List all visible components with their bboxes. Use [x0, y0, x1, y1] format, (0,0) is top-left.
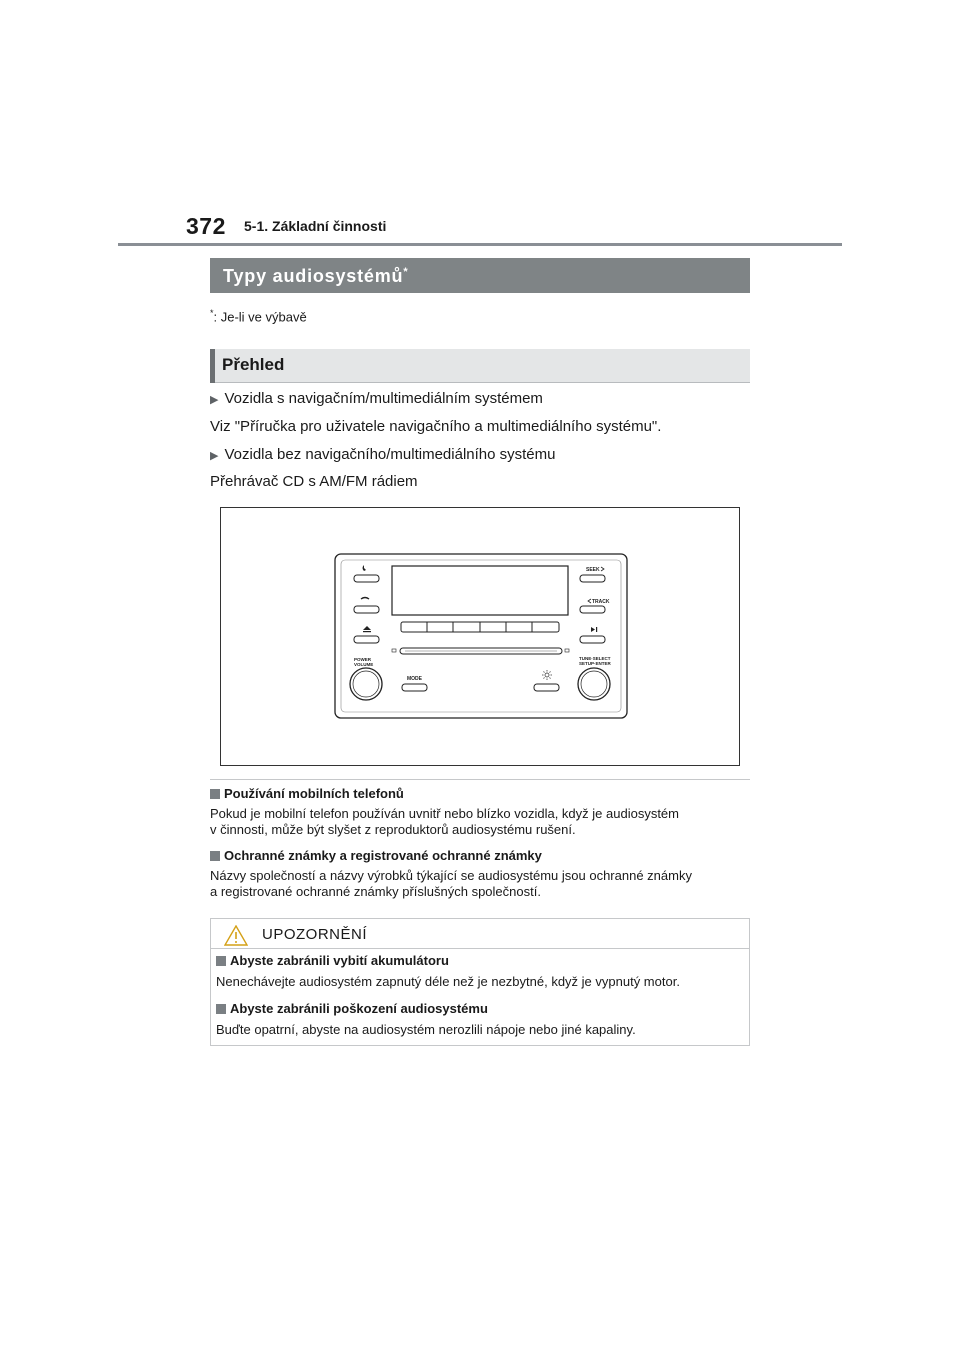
light-button [534, 684, 559, 691]
overview-item-text: Viz "Příručka pro uživatele navigačního a multimediálního systému". [210, 418, 662, 435]
note-heading [210, 848, 542, 863]
radio-panel-illustration [221, 508, 739, 765]
caution-heading [216, 1001, 488, 1016]
bullet-square-icon [216, 1004, 226, 1014]
tune-label: TUNE·SELECT [579, 656, 611, 661]
power-volume-knob [350, 668, 382, 700]
bullet-square-icon [216, 956, 226, 966]
power-label: POWER [354, 657, 372, 662]
arrow-right-icon: ▶ [210, 450, 219, 462]
section-label: 5-1. Základní činnosti [244, 218, 387, 234]
caution-text: Nenechávejte audiosystém zapnutý déle než je nezbytné, když je vypnutý motor. [216, 974, 680, 989]
play-pause-button [580, 636, 605, 643]
mode-button [402, 684, 427, 691]
caution-heading-text: Abyste zabránili poškození audiosystému [230, 1001, 488, 1016]
note-line: a registrované ochranné známky příslušných společností. [210, 884, 541, 899]
caution-heading-text: Abyste zabránili vybití akumulátoru [230, 953, 449, 968]
note-line: Pokud je mobilní telefon používán uvnitř nebo blízko vozidla, když je audiosystém [210, 806, 679, 821]
seek-label: SEEK [586, 567, 600, 573]
footnote [210, 308, 307, 324]
caution-text: Buďte opatrní, abyste na audiosystém nerozlili nápoje nebo jiné kapaliny. [216, 1022, 636, 1037]
footnote-text: : Je-li ve výbavě [213, 309, 307, 325]
arrow-right-icon: ▶ [210, 394, 219, 406]
page-title [210, 258, 750, 293]
note-heading-text: Ochranné známky a registrované ochranné známky [224, 848, 542, 863]
track-button [580, 606, 605, 613]
preset-buttons [401, 622, 559, 632]
footnote-marker: * [210, 308, 214, 318]
overview-accent [210, 349, 215, 383]
seek-button [580, 575, 605, 582]
track-label: TRACK [592, 599, 610, 605]
mode-label: MODE [407, 676, 422, 682]
bullet-square-icon [210, 851, 220, 861]
note-heading [210, 786, 404, 801]
overview-item-text: Přehrávač CD s AM/FM rádiem [210, 473, 418, 490]
setup-label: SETUP·ENTER [579, 661, 611, 666]
header-divider [118, 243, 842, 246]
overview-item-heading-text: Vozidla s navigačním/multimediálním systémem [224, 390, 543, 407]
page-number: 372 [186, 213, 226, 239]
figure-divider [210, 779, 750, 780]
overview-title: Přehled [222, 355, 285, 374]
warning-triangle-icon [224, 925, 248, 946]
note-line: Názvy společností a názvy výrobků týkající se audiosystému jsou ochranné známky [210, 868, 692, 883]
overview-bar [210, 349, 750, 383]
overview-item-heading [210, 446, 556, 463]
caution-title: UPOZORNĚNÍ [262, 926, 368, 943]
volume-label: VOLUME [354, 662, 374, 667]
note-heading-text: Používání mobilních telefonů [224, 786, 404, 801]
tune-select-knob [578, 668, 610, 700]
radio-figure [220, 507, 740, 766]
title-text: Typy audiosystémů [223, 266, 404, 286]
bullet-square-icon [210, 789, 220, 799]
overview-item-heading-text: Vozidla bez navigačního/multimediálního systému [224, 446, 556, 463]
note-line: v činnosti, může být slyšet z reproduktorů audiosystému rušení. [210, 822, 576, 837]
overview-item-heading [210, 390, 543, 407]
title-marker: * [403, 266, 409, 278]
caution-heading [216, 953, 449, 968]
caution-divider [211, 948, 749, 949]
